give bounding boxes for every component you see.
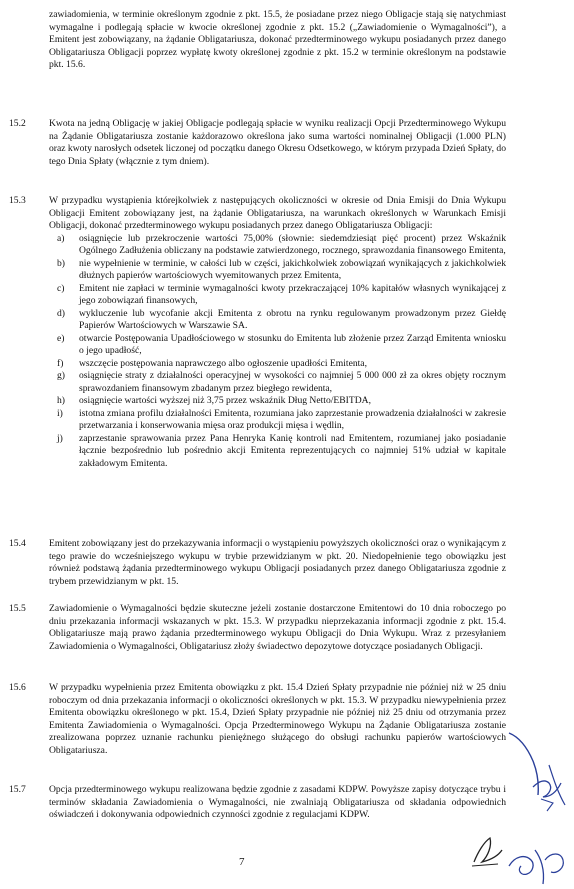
list-item-text: zaprzestanie sprawowania przez Pana Henryka Kanię kontroli nad Emitentem, rozumianej jako posiadanie łącznie bezpośrednio lub pośrednio akcji Emitenta reprezentujących co najmniej 51% udział w kapitale zakładowym Emitenta.: [79, 432, 506, 469]
list-item-text: Emitent nie zapłaci w terminie wymagalności kwoty przekraczającej 10% kapitałów własnych wynikającej z jego zobowiązań finansowych,: [79, 282, 506, 306]
section-15-3: [49, 195, 506, 470]
list-item-text: osiągnięcie straty z działalności operacyjnej w wysokości co najmniej 5 000 000 zł za okres objęty rocznym sprawozdaniem finansowym zbadanym przez biegłego rewidenta,: [79, 370, 506, 394]
section-number-15-2: 15.2: [9, 118, 26, 129]
list-letter: a): [57, 232, 65, 244]
list-letter: d): [57, 307, 65, 319]
section-15-4-text: Emitent zobowiązany jest do przekazywania informacji o wystąpieniu powyższych okoliczności oraz o wynikającym z tego prawie do wcześniejszego wykupu w trybie przewidzianym w pkt. 20. Niedopełnienie tego obowiązku jest również podstawą żądania przedterminowego wykupu Obligacji posiadanych przez danego Obligatariusza zgodnie z trybem przewidzianym w pkt. 15.: [49, 538, 506, 587]
initials-mark: [468, 832, 508, 872]
list-item-f: [49, 358, 506, 371]
section-15-2-text: Kwota na jedną Obligację w jakiej Obligacje podlegają spłacie w wyniku realizacji Opcji Przedterminowego Wykupu na Żądanie Obligatariusza zostanie każdorazowo określona jako suma wartości nominalnej Obligacji (1.000 PLN) oraz kwoty narosłych odsetek liczonej od początku danego Okresu Odsetkowego, w którym przypada Dzień Spłaty, do tego Dnia Spłaty (włącznie z tym dniem).: [49, 118, 506, 167]
list-letter: h): [57, 395, 65, 406]
section-15-6-text: W przypadku wypełnienia przez Emitenta obowiązku z pkt. 15.4 Dzień Spłaty przypadnie nie później niż w 25 dniu roboczym od dnia przekazania informacji o okoliczności określonych w pkt. 15.3. W przypadku niewypełnienia przez Emitenta obowiązku określonego w pkt. 15.4, Dzień Spłaty przypadnie nie później niż 25 dniu od otrzymania przez Emitenta Zawiadomienia o Wymagalności. Opcja Przedterminowego Wykupu na Żądanie Obligatariusza zostanie zrealizowana poprzez uznanie rachunku pieniężnego służącego do obsługi rachunku papierów wartościowych Obligatariusza.: [49, 682, 506, 756]
section-number-15-3: 15.3: [9, 195, 26, 206]
paragraph-continuation: zawiadomienia, w terminie określonym zgodnie z pkt. 15.5, że posiadane przez niego Obligacje stają się natychmiast wymagalne i podlegają spłacie w kwocie określonej zgodnie z pkt. 15.2 („Zawiadomienie o Wymagalności”), a Emitent jest zobowiązany, na żądanie Obligatariusza, dokonać przedterminowego wykupu posiadanych przez danego Obligatariusza Obligacji poprzez wypłatę kwoty określonej zgodnie z pkt. 15.2 w terminie określonym na podstawie pkt. 15.6.: [49, 9, 506, 70]
section-15-5-text: Zawiadomienie o Wymagalności będzie skuteczne jeżeli zostanie dostarczone Emitentowi do 10 dnia roboczego po dniu przekazania informacji wskazanych w pkt. 15.3. W przypadku nieprzekazania informacji zgodnie z pkt. 15.4. Obligatariusze mają prawo żądania przedterminowego wykupu Obligacji do Dnia Wykupu. Wraz z przesyłaniem Zawiadomienia o Wymagalności, Obligatariusz złoży świadectwo depozytowe dotyczące posiadanych Obligacji.: [49, 603, 506, 652]
list-letter: e): [57, 332, 65, 344]
list-item-text: osiągnięcie wartości wyższej niż 3,75 przez wskaźnik Dług Netto/EBITDA,: [79, 395, 371, 406]
list-item-text: istotna zmiana profilu działalności Emitenta, rozumiana jako zaprzestanie prowadzenia działalności w zakresie przetwarzania i konserwowania mięsa oraz produkcji mięsa i wędlin,: [79, 407, 506, 431]
section-number-15-5: 15.5: [9, 603, 26, 614]
list-item-c: [49, 283, 506, 308]
list-item-a: [49, 233, 506, 258]
section-15-7-text: Opcja przedterminowego wykupu realizowana będzie zgodnie z zasadami KDPW. Powyższe zapisy dotyczące trybu i terminów składania Zawiadomienia o Wymagalności, nie zwalniają Obligatariusza od składania odpowiednich oświadczeń i dokonywania odpowiednich czynności zgodnie z regulacjami KDPW.: [49, 784, 506, 820]
signature-margin-mark: [505, 725, 571, 820]
section-number-15-7: 15.7: [9, 784, 26, 795]
list-item-h: [49, 395, 506, 408]
list-item-text: nie wypełnienie w terminie, w całości lub w części, jakichkolwiek zobowiązań wynikających z jakichkolwiek dłużnych papierów wartościowych wyemitowanych przez Emitenta,: [79, 257, 506, 281]
list-letter: g): [57, 370, 65, 381]
list-letter: j): [57, 432, 63, 444]
section-number-15-6: 15.6: [9, 682, 26, 693]
list-item-text: wykluczenie lub wycofanie akcji Emitenta z obrotu na rynku regulowanym prowadzonym przez Giełdę Papierów Wartościowych w Warszawie SA.: [79, 307, 506, 331]
list-item-g: [49, 370, 506, 395]
list-letter: f): [57, 357, 64, 369]
list-item-j: [49, 433, 506, 471]
list-item-text: wszczęcie postępowania naprawczego albo ogłoszenie upadłości Emitenta,: [79, 357, 367, 369]
list-item-b: [49, 258, 506, 283]
list-item-text: osiągnięcie lub przekroczenie wartości 75,00% (słownie: siedemdziesiąt pięć procent) przez Wskaźnik Ogólnego Zadłużenia obliczany na podstawie zatwierdzonego, rocznego, sprawozdania finansowego Emitenta,: [79, 232, 506, 256]
list-item-i: [49, 408, 506, 433]
page-number: 7: [239, 856, 245, 868]
list-item-text: otwarcie Postępowania Upadłościowego w stosunku do Emitenta lub złożenie przez Zarząd Emitenta wniosku o jego upadłość,: [79, 332, 506, 356]
list-letter: b): [57, 257, 65, 269]
section-number-15-4: 15.4: [9, 538, 26, 549]
list-letter: i): [57, 407, 63, 419]
section-15-3-text: W przypadku wystąpienia którejkolwiek z następujących okoliczności w okresie od Dnia Emisji do Dnia Wykupu Obligacji Emitent zobowiązany jest, na żądanie Obligatariusza, na warunkach określonych w Warunkach Emisji Obligacji, dokonać przedterminowego wykupu posiadanych przez danego Obligatariusza Obligacji:: [49, 195, 506, 231]
list-item-d: [49, 308, 506, 333]
signature-bottom-right: [505, 842, 567, 888]
list-item-e: [49, 333, 506, 358]
list-letter: c): [57, 282, 65, 294]
